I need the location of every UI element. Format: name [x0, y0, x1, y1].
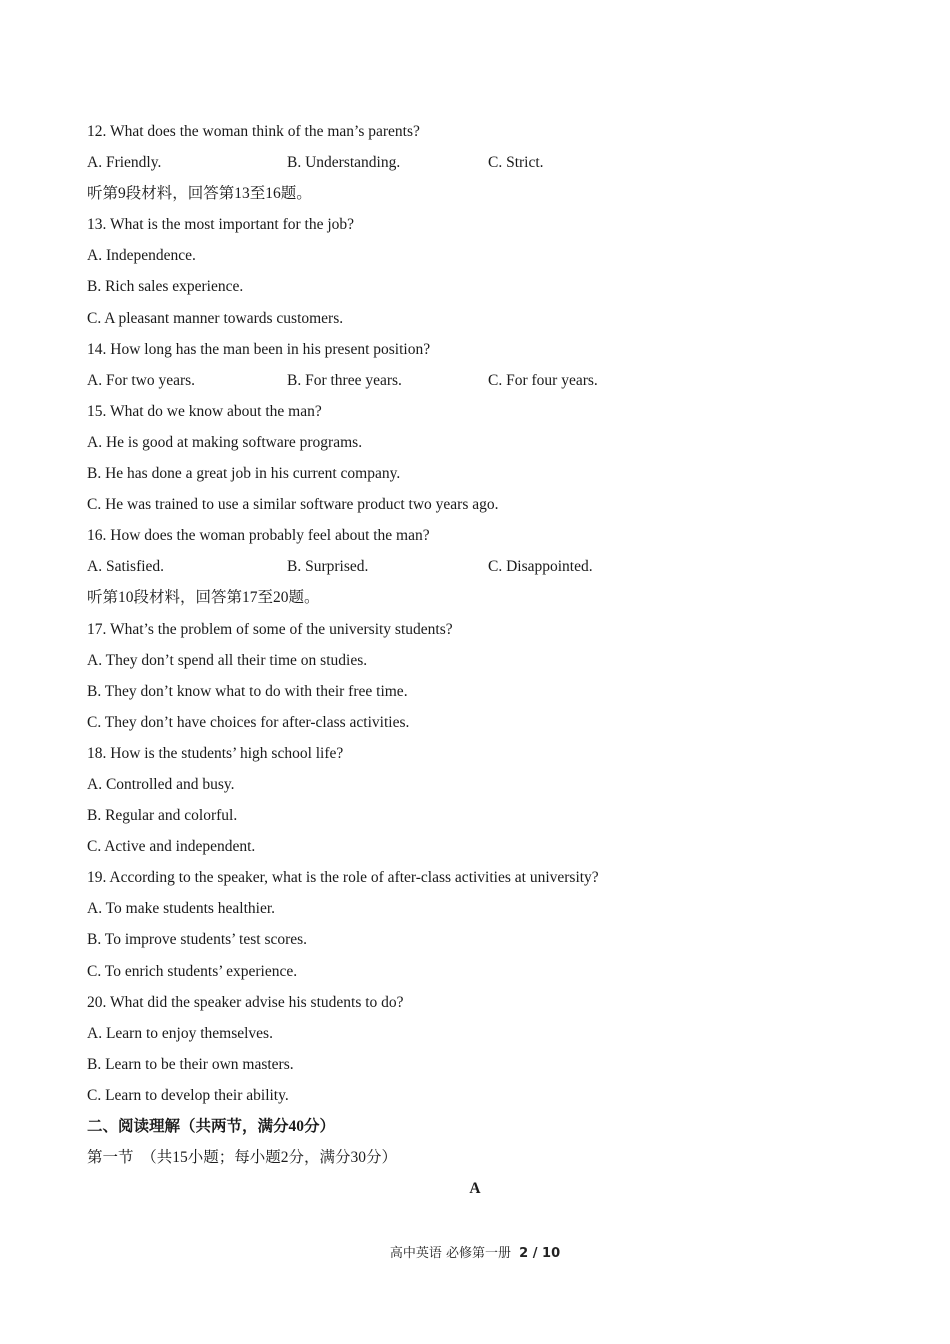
- option-text: A. To make students healthier.: [87, 900, 276, 918]
- option-text: C. A pleasant manner towards customers.: [87, 309, 344, 327]
- question-text: 13. What is the most important for the job?: [87, 216, 355, 234]
- question-text: 16. How does the woman probably feel about the man?: [87, 527, 430, 545]
- question-text: 17. What’s the problem of some of the university students?: [87, 620, 453, 638]
- options-row: [87, 551, 867, 582]
- question-text: 12. What does the woman think of the man’s parents?: [87, 123, 420, 140]
- option-text: C. To enrich students’ experience.: [87, 962, 298, 980]
- option-text: B. Learn to be their own masters.: [87, 1055, 294, 1073]
- option-b: B. For three years.: [287, 371, 402, 389]
- option-text: C. Active and independent.: [87, 838, 256, 856]
- option-text: B. Rich sales experience.: [87, 278, 244, 296]
- options-row: [87, 365, 867, 396]
- question-text: 15. What do we know about the man?: [87, 402, 322, 420]
- subsection-heading: 第一节 （共15小题；每小题2分，满分30分）: [87, 1149, 398, 1167]
- option-text: A. He is good at making software programs.: [87, 433, 363, 451]
- document-body: [87, 116, 867, 1204]
- option-text: A. Learn to enjoy themselves.: [87, 1024, 273, 1042]
- option-text: B. He has done a great job in his current company.: [87, 465, 401, 483]
- option-text: B. Regular and colorful.: [87, 807, 238, 825]
- option-c: C. For four years.: [488, 371, 598, 389]
- footer-title: 高中英语 必修第一册: [389, 1246, 512, 1261]
- passage-label: A: [469, 1180, 481, 1198]
- page-number: 2 / 10: [519, 1246, 561, 1261]
- option-text: C. He was trained to use a similar software product two years ago.: [87, 496, 499, 514]
- option-a: A. For two years.: [87, 371, 196, 389]
- option-text: A. Independence.: [87, 247, 196, 265]
- option-c: C. Disappointed.: [488, 558, 593, 576]
- option-a: A. Satisfied.: [87, 558, 165, 576]
- question-text: 14. How long has the man been in his present position?: [87, 340, 431, 358]
- section-heading: 二、阅读理解（共两节，满分40分）: [87, 1118, 336, 1135]
- option-text: A. Controlled and busy.: [87, 775, 235, 793]
- option-c: C. Strict.: [488, 154, 544, 172]
- option-text: C. They don’t have choices for after-class activities.: [87, 713, 410, 731]
- listening-instruction: 听第9段材料，回答第13至16题。: [87, 185, 312, 203]
- question-text: 18. How is the students’ high school life?: [87, 744, 344, 762]
- option-b: B. Understanding.: [287, 154, 401, 172]
- option-text: A. They don’t spend all their time on studies.: [87, 651, 368, 669]
- option-a: A. Friendly.: [87, 154, 162, 172]
- option-b: B. Surprised.: [287, 558, 369, 576]
- listening-instruction: 听第10段材料，回答第17至20题。: [87, 589, 320, 607]
- option-text: C. Learn to develop their ability.: [87, 1086, 289, 1104]
- option-text: B. They don’t know what to do with their free time.: [87, 682, 408, 700]
- option-text: B. To improve students’ test scores.: [87, 931, 308, 949]
- question-text: 19. According to the speaker, what is the role of after-class activities at university?: [87, 869, 599, 887]
- options-row: [87, 147, 867, 178]
- question-text: 20. What did the speaker advise his students to do?: [87, 993, 404, 1011]
- page-footer: [0, 1244, 950, 1264]
